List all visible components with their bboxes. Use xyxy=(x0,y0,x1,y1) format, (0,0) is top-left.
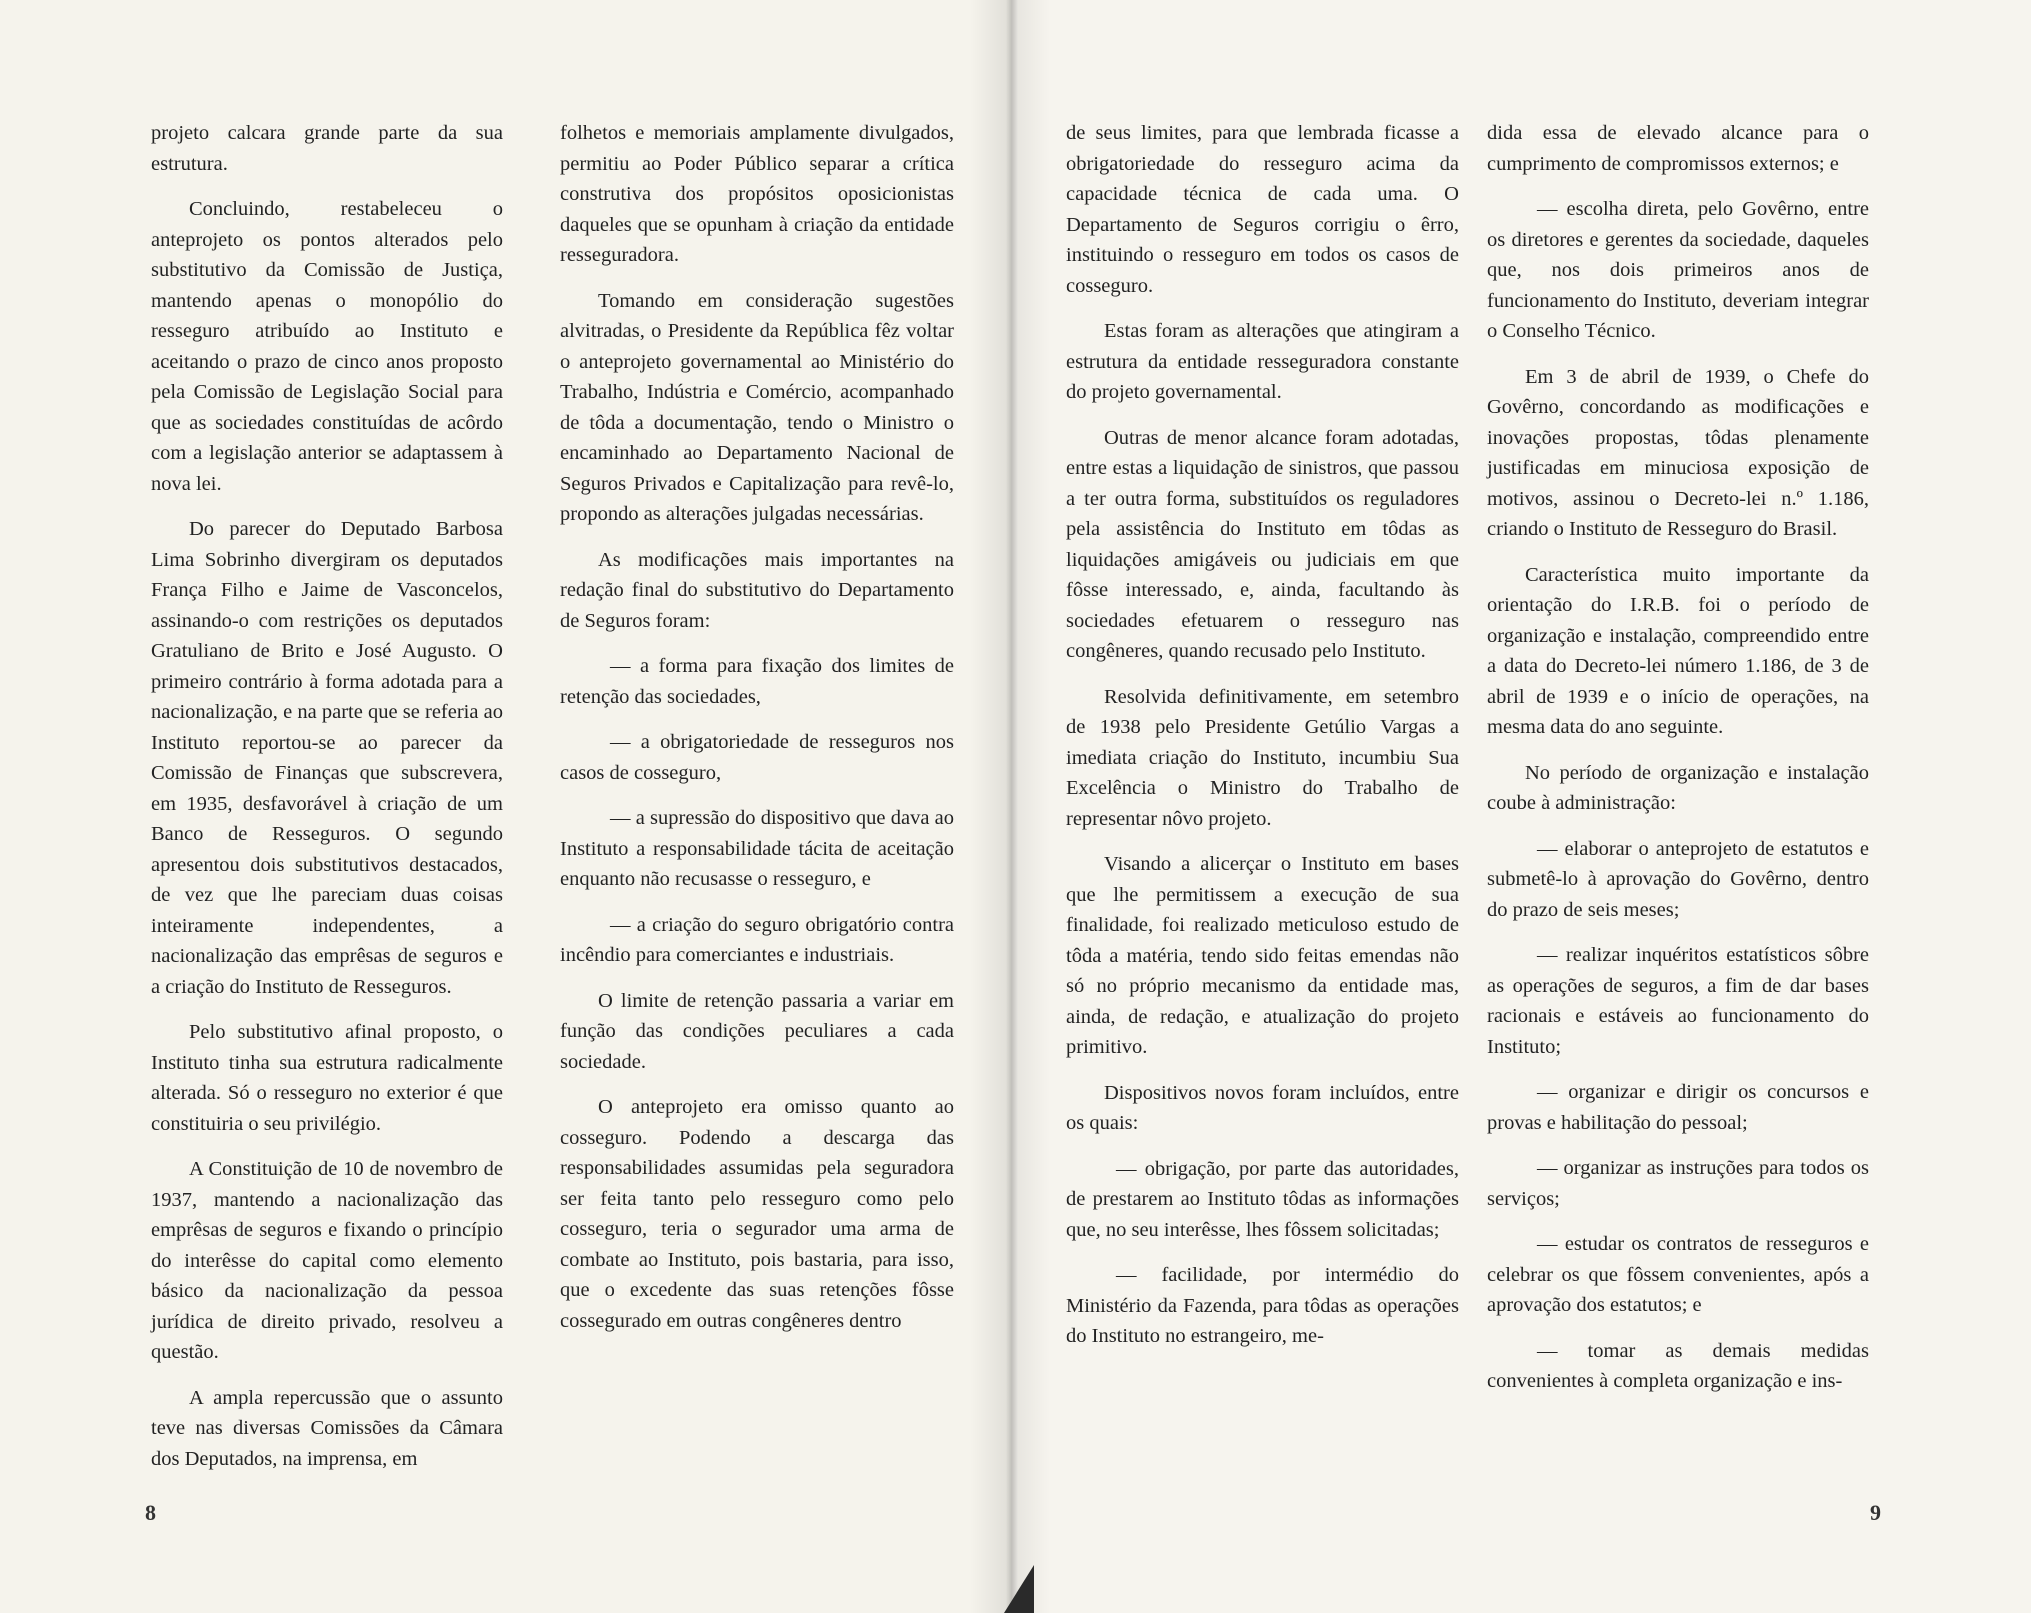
left-page-column-1 xyxy=(151,118,503,1489)
paragraph: Concluindo, restabeleceu o anteprojeto os pontos alterados pelo substitutivo da Comissão de Justiça, mantendo apenas o monopólio do resseguro atribuído ao Instituto e aceitando o prazo de cinco anos proposto pela Comissão de Legislação Social para que as sociedades constituídas de acôrdo com a legislação anterior se adaptassem à nova lei. xyxy=(151,198,503,495)
paragraph: folhetos e memoriais amplamente divulgados, permitiu ao Poder Público separar a crítica construtiva dos propósitos oposicionistas daqueles que se opunham à criação da entidade resseguradora. xyxy=(560,122,954,266)
list-item-paragraph: — realizar inquéritos estatísticos sôbre as operações de seguros, a fim de dar bases racionais e estáveis ao funcionamento do Instituto; xyxy=(1487,944,1869,1058)
list-item-paragraph: — estudar os contratos de resseguros e celebrar os que fôssem convenientes, após a aprovação dos estatutos; e xyxy=(1487,1233,1869,1316)
paragraph: Característica muito importante da orientação do I.R.B. foi o período de organização e instalação, compreendido entre a data do Decreto-lei número 1.186, de 3 de abril de 1939 e o início de operações, na mesma data do ano seguinte. xyxy=(1487,563,1869,738)
paragraph: As modificações mais importantes na redação final do substitutivo do Departamento de Seguros foram: xyxy=(560,548,954,632)
right-page xyxy=(1008,0,2031,1613)
right-page-column-1 xyxy=(1066,118,1459,1367)
page-corner-shadow xyxy=(1004,1565,1034,1613)
list-item-paragraph: — obrigação, por parte das autoridades, de prestarem ao Instituto tôdas as informações que, no seu interêsse, lhes fôssem solicitadas; xyxy=(1066,1157,1459,1241)
paragraph: dida essa de elevado alcance para o cumprimento de compromissos externos; e xyxy=(1487,122,1869,175)
list-item-paragraph: — organizar e dirigir os concursos e provas e habilitação do pessoal; xyxy=(1487,1081,1869,1134)
paragraph: de seus limites, para que lembrada ficasse a obrigatoriedade do resseguro acima da capacidade técnica de cada uma. O Departamento de Seguros corrigiu o êrro, instituindo o resseguro em todos os casos de cosseguro. xyxy=(1066,122,1459,297)
paragraph: Outras de menor alcance foram adotadas, entre estas a liquidação de sinistros, que passou a ter outra forma, substituídos os reguladores pela assistência do Instituto em tôdas as liquidações amigáveis ou judiciais em que fôsse interessado, e, ainda, facultando às sociedades efetuarem o resseguro nas congêneres, quando recusado pelo Instituto. xyxy=(1066,426,1459,662)
left-page-column-2 xyxy=(560,118,954,1351)
paragraph: A ampla repercussão que o assunto teve nas diversas Comissões da Câmara dos Deputados, na imprensa, em xyxy=(151,1386,503,1470)
left-page xyxy=(0,0,1008,1613)
paragraph: Visando a alicerçar o Instituto em bases que lhe permitissem a execução de sua finalidade, foi realizado meticuloso estudo de tôda a matéria, tendo sido feitas emendas não só no próprio mecanismo da entidade mas, ainda, de redação, e atualização do projeto primitivo. xyxy=(1066,853,1459,1058)
paragraph: Em 3 de abril de 1939, o Chefe do Govêrno, concordando as modificações e inovações propostas, tôdas plenamente justificadas em minuciosa exposição de motivos, assinou o Decreto-lei n.º 1.186, criando o Instituto de Resseguro do Brasil. xyxy=(1487,365,1869,540)
list-item-paragraph: — organizar as instruções para todos os serviços; xyxy=(1487,1157,1869,1210)
list-item-paragraph: — tomar as demais medidas convenientes à completa organização e ins- xyxy=(1487,1339,1869,1392)
page-number-left: 8 xyxy=(145,1500,156,1525)
list-item-paragraph: — a criação do seguro obrigatório contra incêndio para comerciantes e industriais. xyxy=(560,913,954,966)
book-gutter-shadow xyxy=(970,0,1050,1613)
list-item-paragraph: — a supressão do dispositivo que dava ao Instituto a responsabilidade tácita de aceitação enquanto não recusasse o resseguro, e xyxy=(560,807,954,890)
paragraph: No período de organização e instalação coube à administração: xyxy=(1487,761,1869,814)
right-page-column-2 xyxy=(1487,118,1869,1412)
list-item-paragraph: — elaborar o anteprojeto de estatutos e submetê-lo à aprovação do Govêrno, dentro do prazo de seis meses; xyxy=(1487,837,1869,921)
paragraph: Estas foram as alterações que atingiram a estrutura da entidade resseguradora constante do projeto governamental. xyxy=(1066,320,1459,403)
list-item-paragraph: — a forma para fixação dos limites de retenção das sociedades, xyxy=(560,655,954,708)
paragraph: A Constituição de 10 de novembro de 1937, mantendo a nacionalização das emprêsas de seguros e fixando o princípio do interêsse do capital como elemento básico da nacionalização da pessoa jurídica de direito privado, resolveu a questão. xyxy=(151,1158,503,1363)
paragraph: Tomando em consideração sugestões alvitradas, o Presidente da República fêz voltar o anteprojeto governamental ao Ministério do Trabalho, Indústria e Comércio, acompanhado de tôda a documentação, tendo o Ministro o encaminhado ao Departamento Nacional de Seguros Privados e Capitalização para revê-lo, propondo as alterações julgadas necessárias. xyxy=(560,289,954,525)
paragraph: Do parecer do Deputado Barbosa Lima Sobrinho divergiram os deputados França Filho e Jaime de Vasconcelos, assinando-o com restrições os deputados Gratuliano de Brito e José Augusto. O primeiro contrário à forma adotada para a nacionalização, e na parte que se referia ao Instituto reportou-se ao parecer da Comissão de Finanças que subscrevera, em 1935, desfavorável à criação de um Banco de Resseguros. O segundo apresentou dois substitutivos destacados, de vez que lhe pareciam duas coisas inteiramente independentes, a nacionalização das emprêsas de seguros e a criação do Instituto de Resseguros. xyxy=(151,518,503,998)
list-item-paragraph: — escolha direta, pelo Govêrno, entre os diretores e gerentes da sociedade, daqueles que, nos dois primeiros anos de funcionamento do Instituto, deveriam integrar o Conselho Técnico. xyxy=(1487,198,1869,342)
paragraph: Resolvida definitivamente, em setembro de 1938 pelo Presidente Getúlio Vargas a imediata criação do Instituto, incumbiu Sua Excelência o Ministro do Trabalho de representar nôvo projeto. xyxy=(1066,685,1459,830)
page-number-right: 9 xyxy=(1870,1500,1881,1525)
paragraph: O anteprojeto era omisso quanto ao cosseguro. Podendo a descarga das responsabilidades assumidas pela seguradora ser feita tanto pelo ressegurо como pelo cosseguro, teria o segurador uma arma de combate ao Instituto, pois bastaria, para isso, que o excedente das suas retenções fôsse cossegurado em outras congêneres dentro xyxy=(560,1096,954,1332)
paragraph: Pelo substitutivo afinal proposto, o Instituto tinha sua estrutura radicalmente alterada. Só o resseguro no exterior é que constituiria o seu privilégio. xyxy=(151,1021,503,1135)
list-item-paragraph: — facilidade, por intermédio do Ministério da Fazenda, para tôdas as operações do Instituto no estrangeiro, me- xyxy=(1066,1264,1459,1347)
paragraph: Dispositivos novos foram incluídos, entre os quais: xyxy=(1066,1081,1459,1134)
list-item-paragraph: — a obrigatoriedade de resseguros nos casos de cosseguro, xyxy=(560,731,954,784)
paragraph: projeto calcara grande parte da sua estrutura. xyxy=(151,122,503,175)
paragraph: O limite de retenção passaria a variar em função das condições peculiares a cada sociedade. xyxy=(560,989,954,1073)
